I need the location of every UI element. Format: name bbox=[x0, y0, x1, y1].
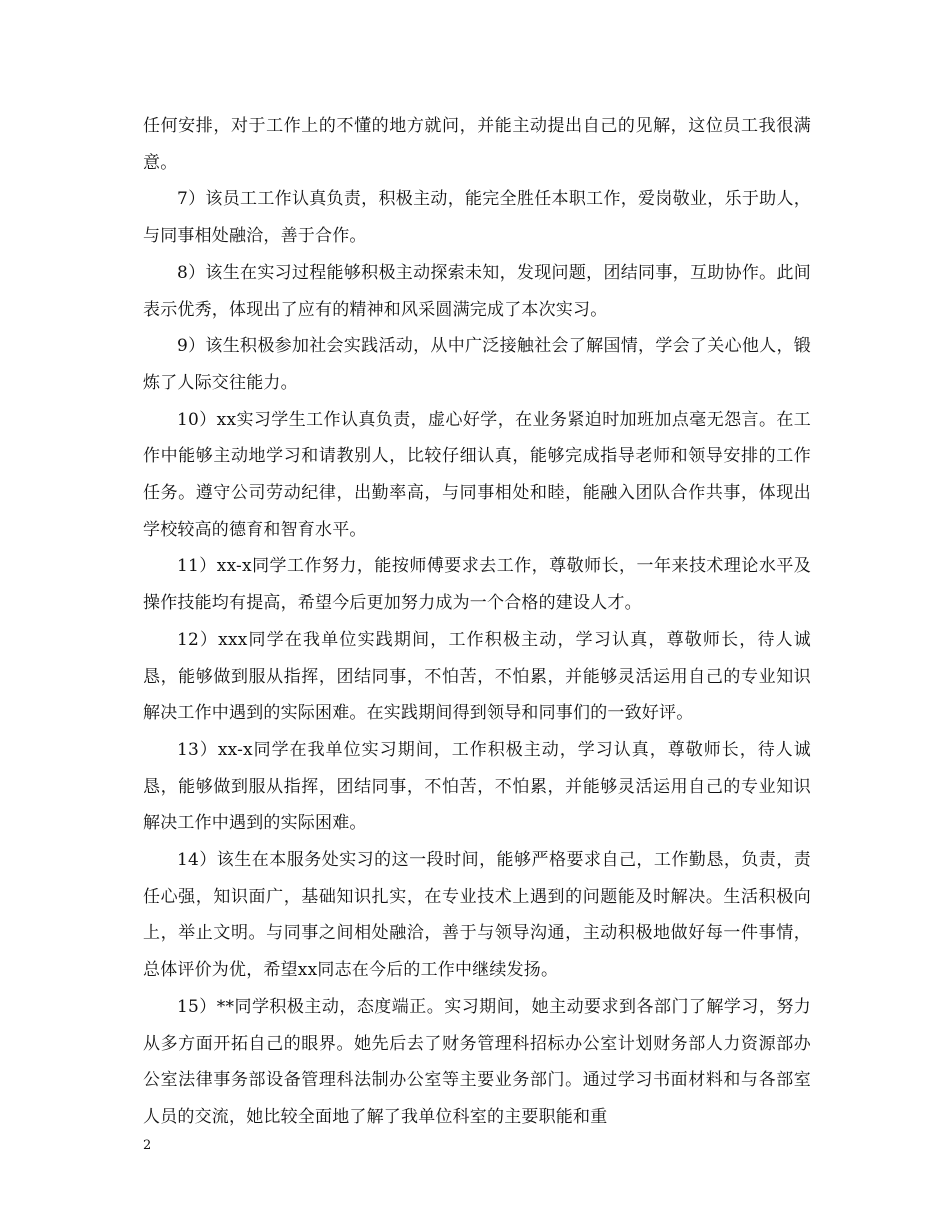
paragraph-item-9: 9）该生积极参加社会实践活动，从中广泛接触社会了解国情，学会了关心他人，锻炼了人际交往能力。 bbox=[143, 336, 811, 393]
paragraph-item-13: 13）xx-x同学在我单位实习期间，工作积极主动，学习认真，尊敬师长，待人诚恳，能够做到服从指挥，团结同事，不怕苦，不怕累，并能够灵活运用自己的专业知识解决工作中遇到的实际困难。 bbox=[143, 739, 811, 834]
paragraph-item-10: 10）xx实习学生工作认真负责，虚心好学，在业务紧迫时加班加点毫无怨言。在工作中能够主动地学习和请教别人，比较仔细认真，能够完成指导老师和领导安排的工作任务。遵守公司劳动纪律，出勤率高，与同事相处和睦，能融入团队合作共事，体现出学校较高的德育和智育水平。 bbox=[143, 409, 811, 540]
paragraph-item-7: 7）该员工工作认真负责，积极主动，能完全胜任本职工作，爱岗敬业，乐于助人，与同事相处融洽，善于合作。 bbox=[143, 189, 811, 247]
paragraph-item-11: 11）xx-x同学工作努力，能按师傅要求去工作，尊敬师长，一年来技术理论水平及操作技能均有提高，希望今后更加努力成为一个合格的建设人才。 bbox=[143, 556, 811, 614]
paragraph-item-12: 12）xxx同学在我单位实践期间，工作积极主动，学习认真，尊敬师长，待人诚恳，能够做到服从指挥，团结同事，不怕苦，不怕累，并能够灵活运用自己的专业知识解决工作中遇到的实际困难。在实践期间得到领导和同事们的一致好评。 bbox=[143, 629, 811, 724]
page-number: 2 bbox=[143, 1138, 152, 1153]
paragraph-continued: 任何安排，对于工作上的不懂的地方就问，并能主动提出自己的见解，这位员工我很满意。 bbox=[143, 116, 811, 173]
paragraph-item-8: 8）该生在实习过程能够积极主动探索未知，发现问题，团结同事，互助协作。此间表示优秀，体现出了应有的精神和风采圆满完成了本次实习。 bbox=[143, 262, 811, 320]
paragraph-item-15: 15）**同学积极主动，态度端正。实习期间，她主动要求到各部门了解学习，努力从多方面开拓自己的眼界。她先后去了财务管理科招标办公室计划财务部人力资源部办公室法律事务部设备管理科法制办公室等主要业务部门。通过学习书面材料和与各部室人员的交流，她比较全面地了解了我单位科室的主要职能和重 bbox=[143, 996, 811, 1127]
document-body bbox=[143, 108, 811, 1136]
paragraph-item-14: 14）该生在本服务处实习的这一段时间，能够严格要求自己，工作勤恳，负责，责任心强，知识面广，基础知识扎实，在专业技术上遇到的问题能及时解决。生活积极向上，举止文明。与同事之间相处融洽，善于与领导沟通，主动积极地做好每一件事情，总体评价为优，希望xx同志在今后的工作中继续发扬。 bbox=[143, 850, 811, 981]
